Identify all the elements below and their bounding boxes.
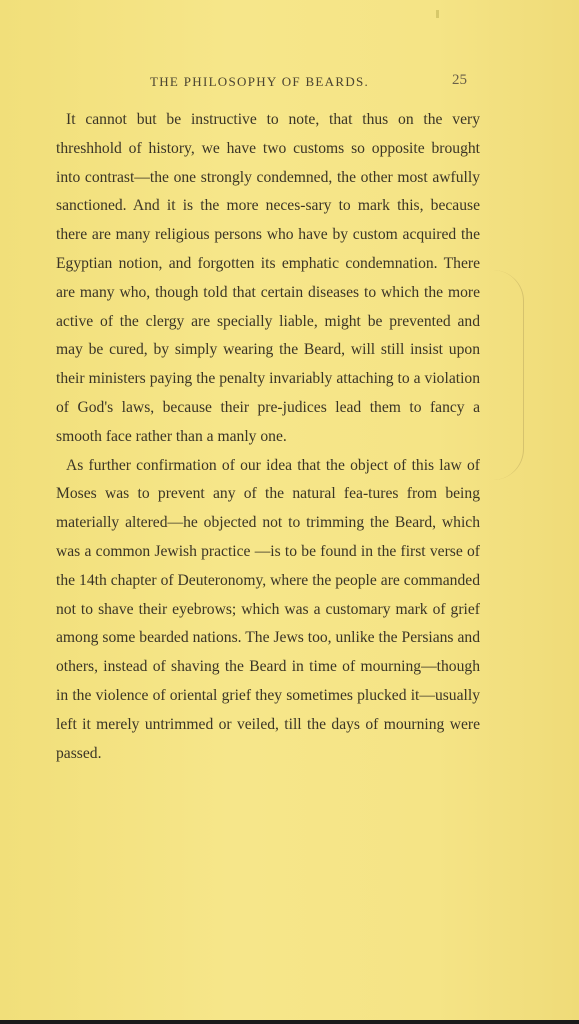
running-head: THE PHILOSOPHY OF BEARDS.: [150, 74, 370, 89]
body-text: [56, 106, 480, 768]
page-edge-shadow: [493, 270, 524, 480]
page-header: [0, 74, 579, 94]
paragraph-2: As further confirmation of our idea that the object of this law of Moses was to prevent any of the natural fea-tures from being materially altered—he objected not to trimming the Beard, which was a common Jewish practice —is to be found in the first verse of the 14th chapter of Deuteronomy, where the people are commanded not to shave their eyebrows; which was a customary mark of grief among some bearded nations. The Jews too, unlike the Persians and others, instead of shaving the Beard in time of mourning—though in the violence of oriental grief they sometimes plucked it—usually left it merely untrimmed or veiled, till the days of mourning were passed.: [56, 456, 480, 762]
page-number: 25: [452, 72, 467, 88]
ink-speck: [436, 10, 439, 18]
paragraph-1: It cannot but be instructive to note, that thus on the very threshhold of history, we have two customs so opposite brought into contrast—the one strongly condemned, the other most awfully sanctioned. And it is the more neces-sary to mark this, because there are many religious persons who have by custom acquired the Egyptian notion, and forgotten its emphatic condemnation. There are many who, though told that certain diseases to which the more active of the clergy are specially liable, might be prevented and may be cured, by simply wearing the Beard, will still insist upon their ministers paying the penalty invariably attaching to a violation of God's laws, because their pre-judices lead them to fancy a smooth face rather than a manly one.: [56, 111, 480, 445]
bottom-border: [0, 1020, 579, 1024]
